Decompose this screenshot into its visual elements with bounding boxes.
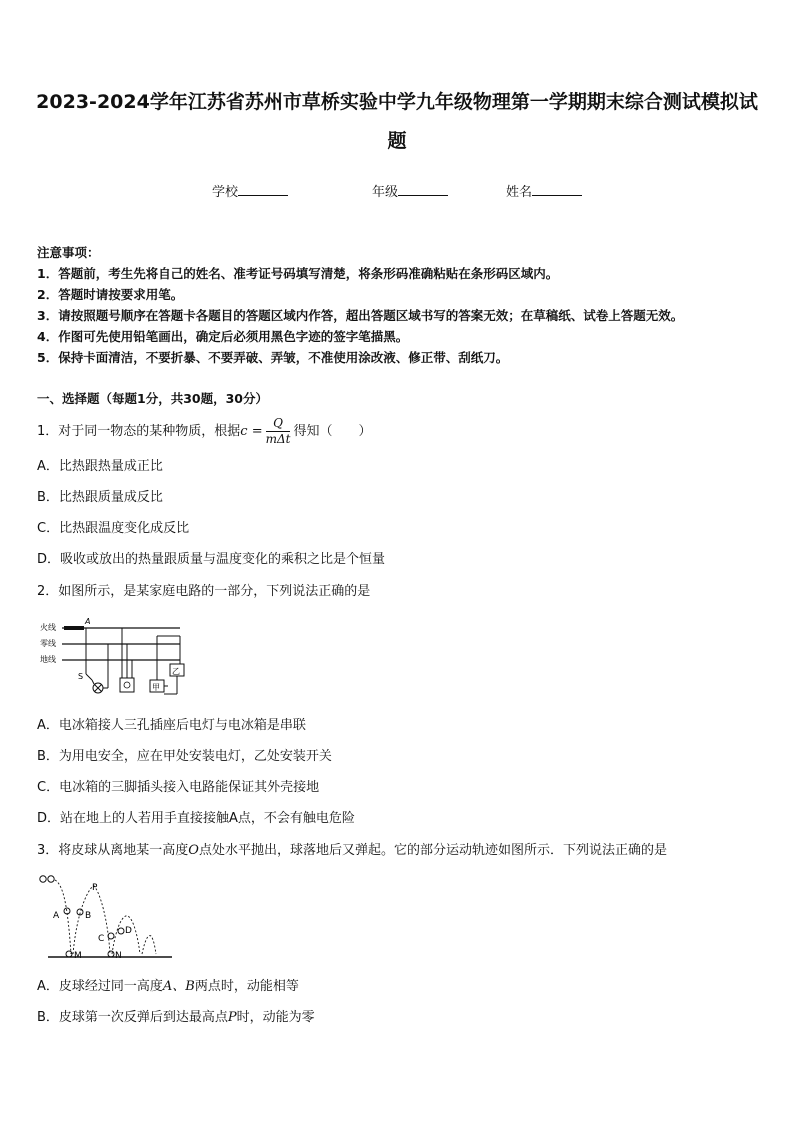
three-hole-socket <box>120 678 134 692</box>
label-n: N <box>115 951 122 960</box>
exam-title-line1: 2023-2024学年江苏省苏州市草桥实验中学九年级物理第一学期期末综合测试模拟试 <box>36 91 758 113</box>
label-c: C <box>98 934 105 944</box>
name-blank[interactable] <box>532 182 582 196</box>
q1-stem-text: 1．对于同一物态的某种物质，根据 <box>37 424 241 439</box>
label-b: B <box>85 911 92 921</box>
q3-option-a-text: A．皮球经过同一高度 <box>37 979 163 994</box>
question-3-stem <box>37 843 667 859</box>
school-label: 学校 <box>212 185 239 200</box>
q1-option-a[interactable]: A．比热跟热量成正比 <box>37 459 163 474</box>
q1-option-b[interactable]: B．比热跟质量成反比 <box>37 490 163 505</box>
q2-option-d[interactable]: D．站在地上的人若用手直接接触A点，不会有触电危险 <box>37 811 355 826</box>
ball-start-icon <box>40 876 46 882</box>
question-2-stem: 2．如图所示，是某家庭电路的一部分，下列说法正确的是 <box>37 584 371 599</box>
q3-option-b[interactable] <box>37 1010 315 1026</box>
q3-option-b-text: B．皮球第一次反弹后到达最高点 <box>37 1010 228 1025</box>
q2-option-a[interactable]: A．电冰箱接人三孔插座后电灯与电冰箱是串联 <box>37 718 306 733</box>
exam-title-line2: 题 <box>387 130 407 152</box>
school-blank[interactable] <box>238 182 288 196</box>
q3-stem-tail: 点处水平抛出，球落地后又弹起。它的部分运动轨迹如图所示．下列说法正确的是 <box>198 843 667 858</box>
q1-formula-denominator: mΔt <box>265 432 291 446</box>
grade-field <box>372 181 448 200</box>
grade-blank[interactable] <box>398 182 448 196</box>
live-wire-label: 火线 <box>40 623 56 632</box>
section-heading: 一、选择题（每题1分，共30题，30分） <box>37 391 268 406</box>
q3-option-a-tail: 两点时，动能相等 <box>194 979 299 994</box>
notice-item: 4．作图可先使用铅笔画出，确定后必须用黑色字迹的签字笔描黑。 <box>37 329 409 344</box>
question-1-stem <box>37 416 371 447</box>
q3-stem-o: O <box>188 843 199 858</box>
notice-heading: 注意事项： <box>37 245 100 260</box>
neutral-wire-label: 零线 <box>40 639 56 648</box>
q1-formula-fraction <box>266 416 291 447</box>
q2-option-b[interactable]: B．为用电安全，应在甲处安装电灯，乙处安装开关 <box>37 749 332 764</box>
q3-option-b-tail: 时，动能为零 <box>236 1010 315 1025</box>
q3-option-a[interactable] <box>37 979 299 995</box>
q1-stem-tail: 得知（ ） <box>293 424 372 439</box>
grade-label: 年级 <box>372 185 399 200</box>
q1-formula-numerator: Q <box>266 416 291 432</box>
name-field <box>506 181 582 200</box>
notice-item: 1．答题前，考生先将自己的姓名、准考证号码填写清楚，将条形码准确粘贴在条形码区域内。 <box>37 266 559 281</box>
q1-option-c[interactable]: C．比热跟温度变化成反比 <box>37 521 190 536</box>
switch-s-label: S <box>78 672 84 681</box>
fuse <box>64 626 84 630</box>
name-label: 姓名 <box>506 185 533 200</box>
q2-option-c[interactable]: C．电冰箱的三脚插头接入电路能保证其外壳接地 <box>37 780 320 795</box>
ball-start-icon <box>48 876 54 882</box>
label-d: D <box>125 926 132 936</box>
q3-option-a-points: A、B <box>162 979 195 994</box>
q3-option-b-point: P <box>227 1010 237 1025</box>
notice-item: 3．请按照题号顺序在答题卡各题目的答题区域内作答，超出答题区域书写的答案无效；在草稿纸、试卷上答题无效。 <box>37 308 684 323</box>
ball-trajectory-figure <box>38 870 178 960</box>
q3-stem-text: 3．将皮球从离地某一高度 <box>37 843 189 858</box>
notice-item: 2．答题时请按要求用笔。 <box>37 287 184 302</box>
ground-wire-label: 地线 <box>40 655 56 664</box>
label-m: M <box>74 951 82 960</box>
point-a-label: A <box>85 617 91 626</box>
notice-item: 5．保持卡面清洁，不要折暴、不要弄破、弄皱，不准使用涂改液、修正带、刮纸刀。 <box>37 350 509 365</box>
jia-label: 甲 <box>152 683 160 692</box>
q1-option-d[interactable]: D．吸收或放出的热量跟质量与温度变化的乘积之比是个恒量 <box>37 552 386 567</box>
label-a: A <box>53 911 60 921</box>
household-circuit-figure <box>38 616 188 698</box>
school-field <box>212 181 288 200</box>
yi-label: 乙 <box>172 667 180 676</box>
label-p: P <box>92 883 98 893</box>
q1-formula-lhs: c = <box>240 424 263 439</box>
